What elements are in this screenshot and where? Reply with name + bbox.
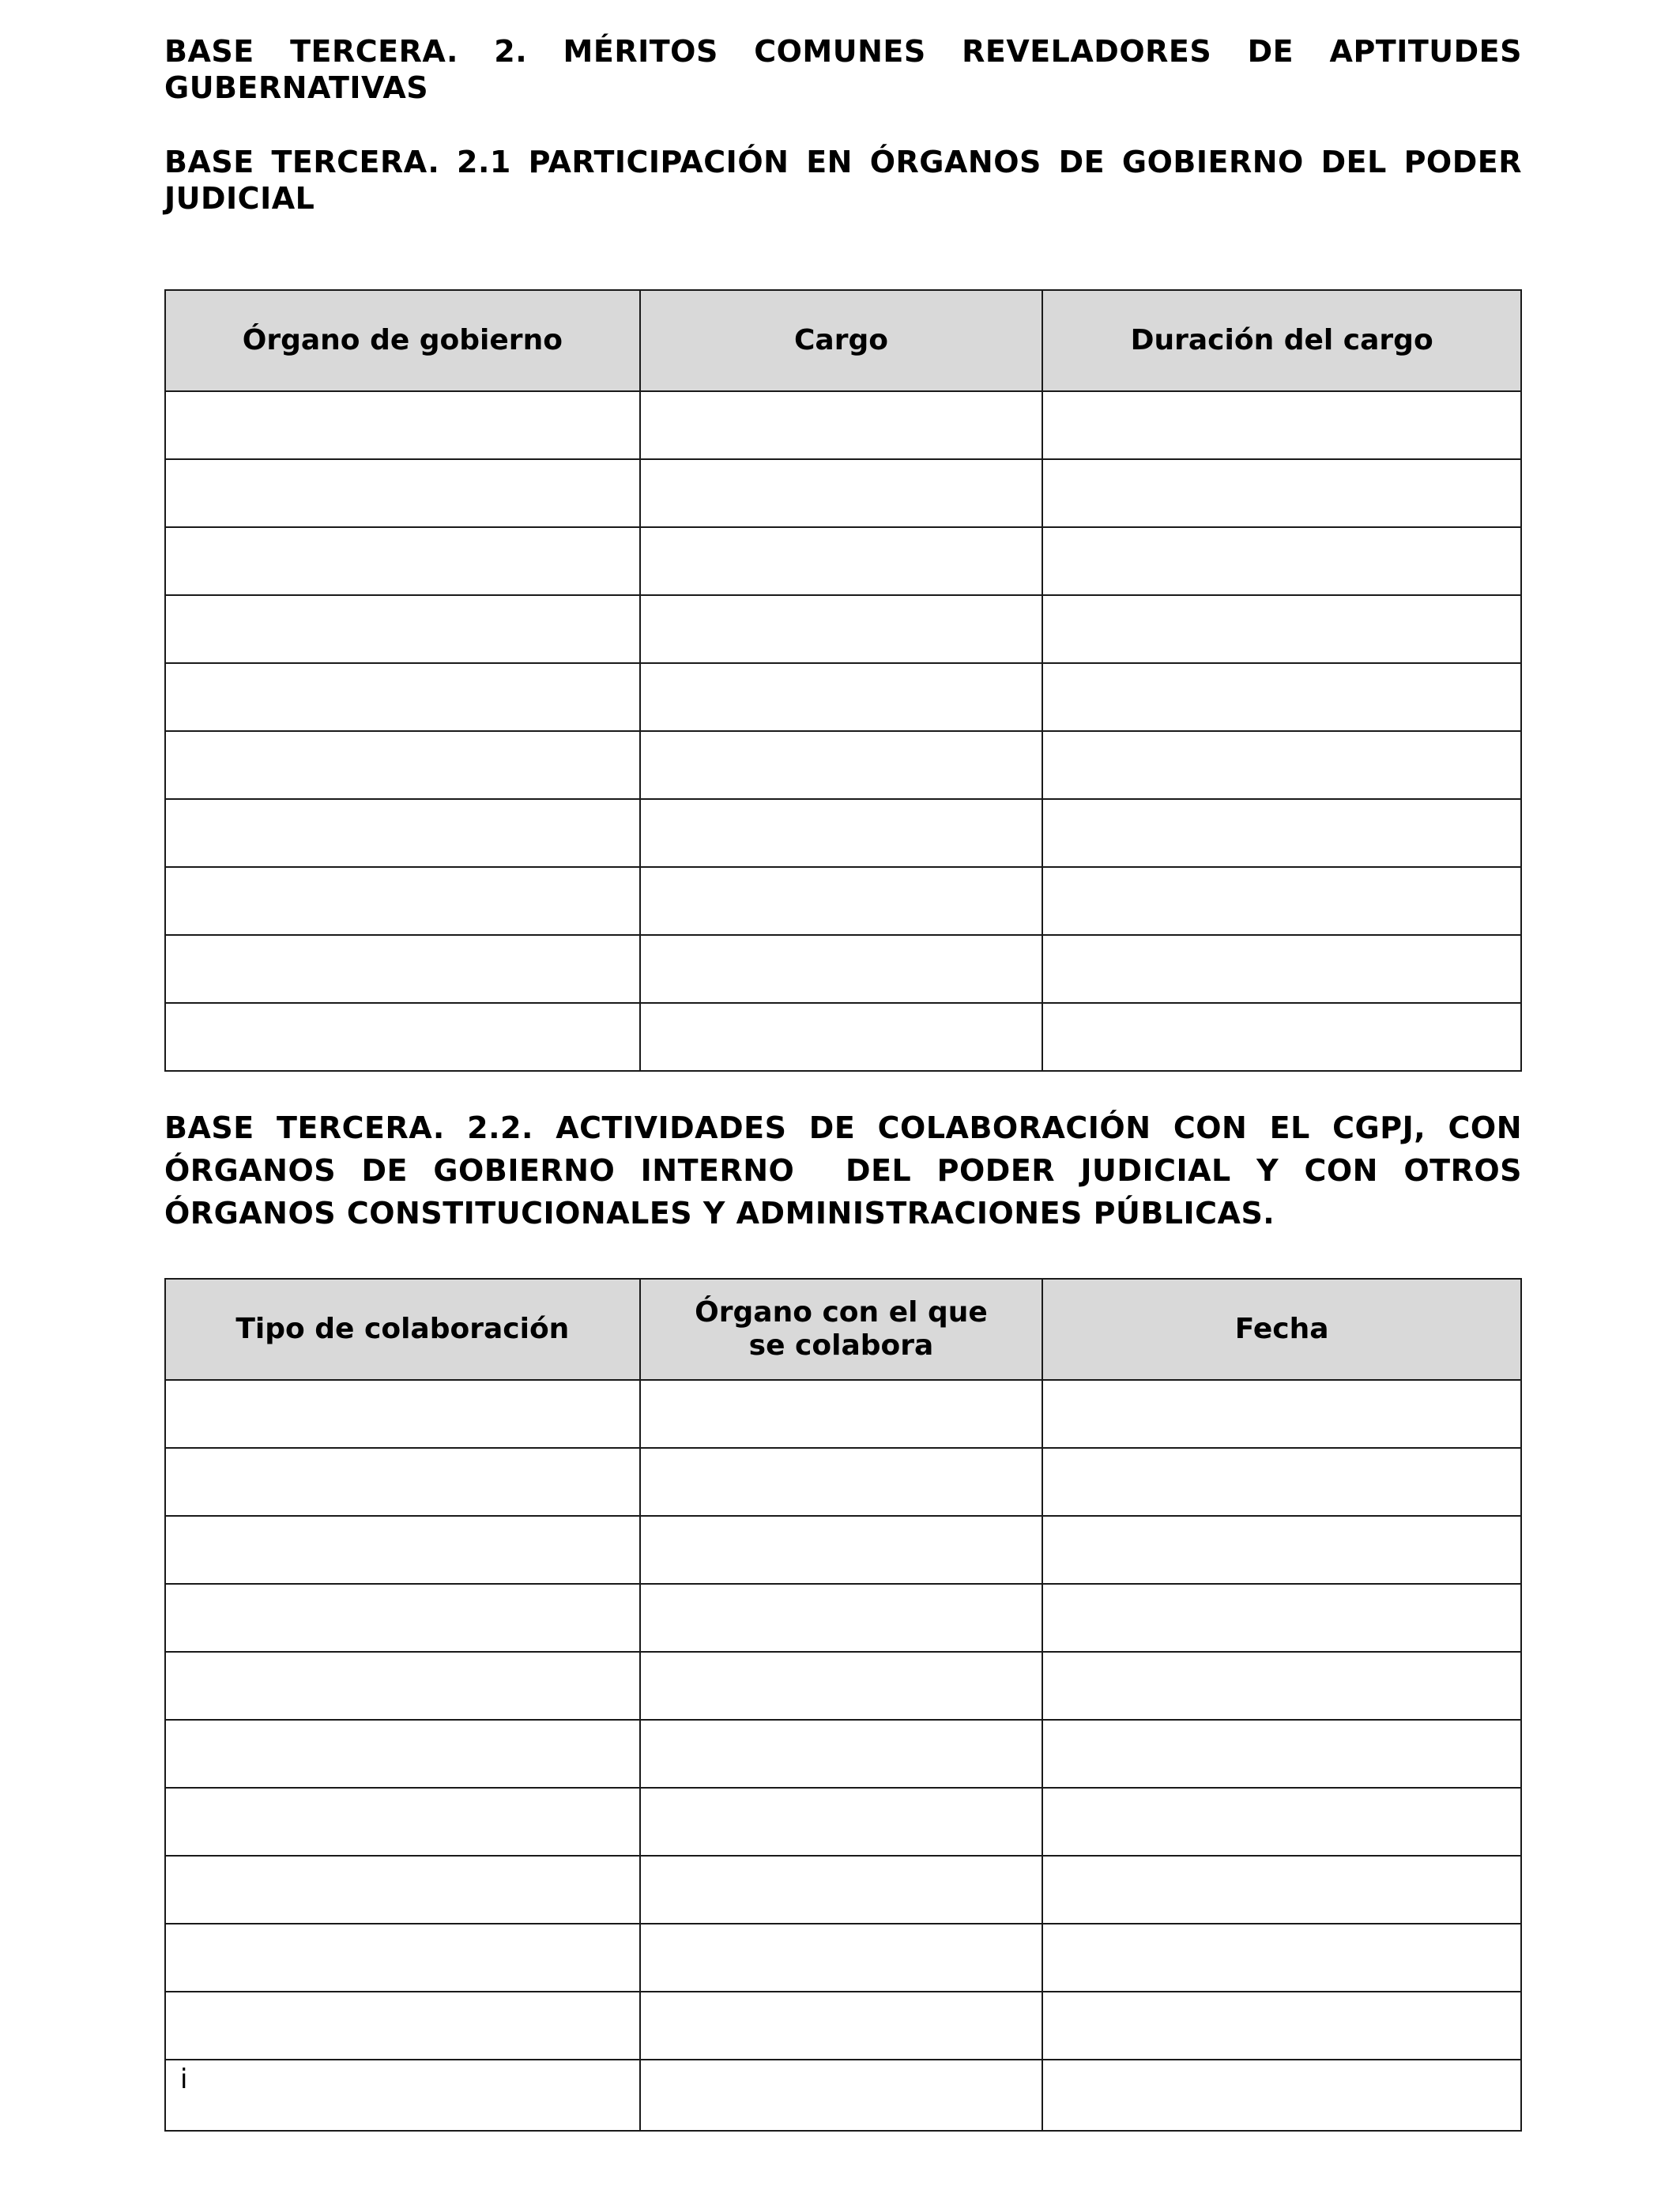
table-cell-empty[interactable] [1042,663,1521,731]
table-cell-empty[interactable] [640,1788,1043,1856]
table-cell-empty[interactable] [165,1448,640,1516]
table-cell-empty[interactable] [640,799,1043,867]
table-cell-empty[interactable] [165,663,640,731]
table-row [165,731,1521,799]
table-row [165,459,1521,527]
table-cell-empty[interactable] [1042,391,1521,459]
governing-bodies-table-body [165,391,1521,1071]
table-cell-empty[interactable] [1042,1924,1521,1992]
table-row [165,595,1521,663]
table-cell-empty[interactable] [640,1584,1043,1652]
table-cell-empty[interactable] [165,459,640,527]
table-row [165,1516,1521,1584]
column-header-cargo: Cargo [640,290,1043,391]
table-cell-empty[interactable] [640,1652,1043,1720]
table-cell-empty[interactable] [165,1652,640,1720]
table-row [165,1448,1521,1516]
table-row [165,799,1521,867]
table-cell-empty[interactable] [1042,1380,1521,1448]
table-cell-empty[interactable] [640,391,1043,459]
table-cell-empty[interactable] [1042,799,1521,867]
table-cell-empty[interactable] [640,935,1043,1003]
table-cell-empty[interactable] [640,459,1043,527]
table-row [165,1652,1521,1720]
table-cell-empty[interactable] [640,1380,1043,1448]
table-row [165,1003,1521,1071]
table-row [165,1856,1521,1924]
table-cell-empty[interactable] [640,867,1043,935]
section-2-2-heading-line-1: BASE TERCERA. 2.2. ACTIVIDADES DE COLABORACIÓN CON EL CGPJ, CON [164,1110,1522,1145]
table-row [165,2060,1521,2131]
table-cell-empty[interactable] [1042,2060,1521,2131]
table-cell-empty[interactable] [1042,1992,1521,2060]
table-header-row [165,290,1521,391]
table-header-row [165,1279,1521,1380]
column-header-organo-con-el-que-se-colabora: Órgano con el que se colabora [640,1279,1043,1380]
table-cell-empty[interactable] [1042,1652,1521,1720]
table-cell-empty[interactable] [165,1992,640,2060]
section-2-heading-line-1: BASE TERCERA. 2. MÉRITOS COMUNES REVELADORES DE APTITUDES [164,34,1522,69]
table-cell-empty[interactable] [1042,731,1521,799]
collaboration-activities-table-body [165,1380,1521,2131]
table-cell-empty[interactable] [640,1720,1043,1788]
table-row [165,391,1521,459]
table-cell-empty[interactable] [165,935,640,1003]
table-row [165,867,1521,935]
table-cell-empty[interactable] [1042,1516,1521,1584]
table-row [165,1380,1521,1448]
table-cell-empty[interactable] [640,663,1043,731]
table-cell-empty[interactable] [1042,1003,1521,1071]
table-cell-empty[interactable] [165,1720,640,1788]
table-cell-empty[interactable] [165,1584,640,1652]
column-header-fecha: Fecha [1042,1279,1521,1380]
table-cell-empty[interactable] [640,2060,1043,2131]
table-cell-empty[interactable] [1042,1856,1521,1924]
table-cell-empty[interactable] [165,1788,640,1856]
table-cell-empty[interactable] [165,1380,640,1448]
table-cell-empty[interactable] [165,1856,640,1924]
table-cell-empty[interactable] [640,1992,1043,2060]
table-cell-empty[interactable] [1042,1788,1521,1856]
table-cell-empty[interactable] [640,1516,1043,1584]
column-header-duracion-del-cargo: Duración del cargo [1042,290,1521,391]
table-cell-empty[interactable] [165,527,640,595]
section-2-1-heading-line-2: JUDICIAL [164,181,315,216]
table-row [165,1584,1521,1652]
table-cell-empty[interactable] [1042,459,1521,527]
table-cell-empty[interactable] [1042,1720,1521,1788]
table-cell-empty[interactable] [165,867,640,935]
table-row [165,935,1521,1003]
section-2-1-heading [164,144,1522,217]
table-cell-empty[interactable] [165,595,640,663]
section-2-heading [164,33,1522,106]
table-cell-empty[interactable] [640,1448,1043,1516]
table-cell-empty[interactable] [1042,867,1521,935]
table-cell-empty[interactable] [640,1856,1043,1924]
column-header-organo-de-gobierno: Órgano de gobierno [165,290,640,391]
table-row [165,1924,1521,1992]
table-cell-empty[interactable] [165,731,640,799]
section-2-1-heading-line-1: BASE TERCERA. 2.1 PARTICIPACIÓN EN ÓRGANOS DE GOBIERNO DEL PODER [164,145,1522,179]
table-cell-empty[interactable] [165,1003,640,1071]
table-cell-empty[interactable] [1042,595,1521,663]
table-row [165,527,1521,595]
table-cell-empty[interactable] [165,799,640,867]
table-row [165,663,1521,731]
table-row [165,1788,1521,1856]
table-row [165,1992,1521,2060]
column-header-tipo-de-colaboracion: Tipo de colaboración [165,1279,640,1380]
table-cell-empty[interactable] [640,1924,1043,1992]
table-row [165,1720,1521,1788]
table-cell-empty[interactable] [1042,935,1521,1003]
section-2-heading-line-2: GUBERNATIVAS [164,70,429,105]
table-cell-empty[interactable] [640,595,1043,663]
section-2-2-heading-line-3: ÓRGANOS CONSTITUCIONALES Y ADMINISTRACIONES PÚBLICAS. [164,1196,1275,1231]
table-cell-empty[interactable] [1042,1584,1521,1652]
table-cell-empty[interactable] [1042,1448,1521,1516]
governing-bodies-table [164,289,1522,1072]
table-cell-empty[interactable] [165,1924,640,1992]
table-cell-empty[interactable] [640,1003,1043,1071]
table-cell-empty[interactable] [640,527,1043,595]
section-2-2-heading-line-2: ÓRGANOS DE GOBIERNO INTERNO DEL PODER JUDICIAL Y CON OTROS [164,1153,1522,1188]
section-2-2-heading [164,1106,1522,1235]
table-cell-empty[interactable] [165,1516,640,1584]
table-cell-empty[interactable] [165,391,640,459]
table-cell-empty[interactable] [640,731,1043,799]
collaboration-activities-table [164,1278,1522,2132]
table-cell-note[interactable]: i [165,2060,640,2131]
table-cell-empty[interactable] [1042,527,1521,595]
